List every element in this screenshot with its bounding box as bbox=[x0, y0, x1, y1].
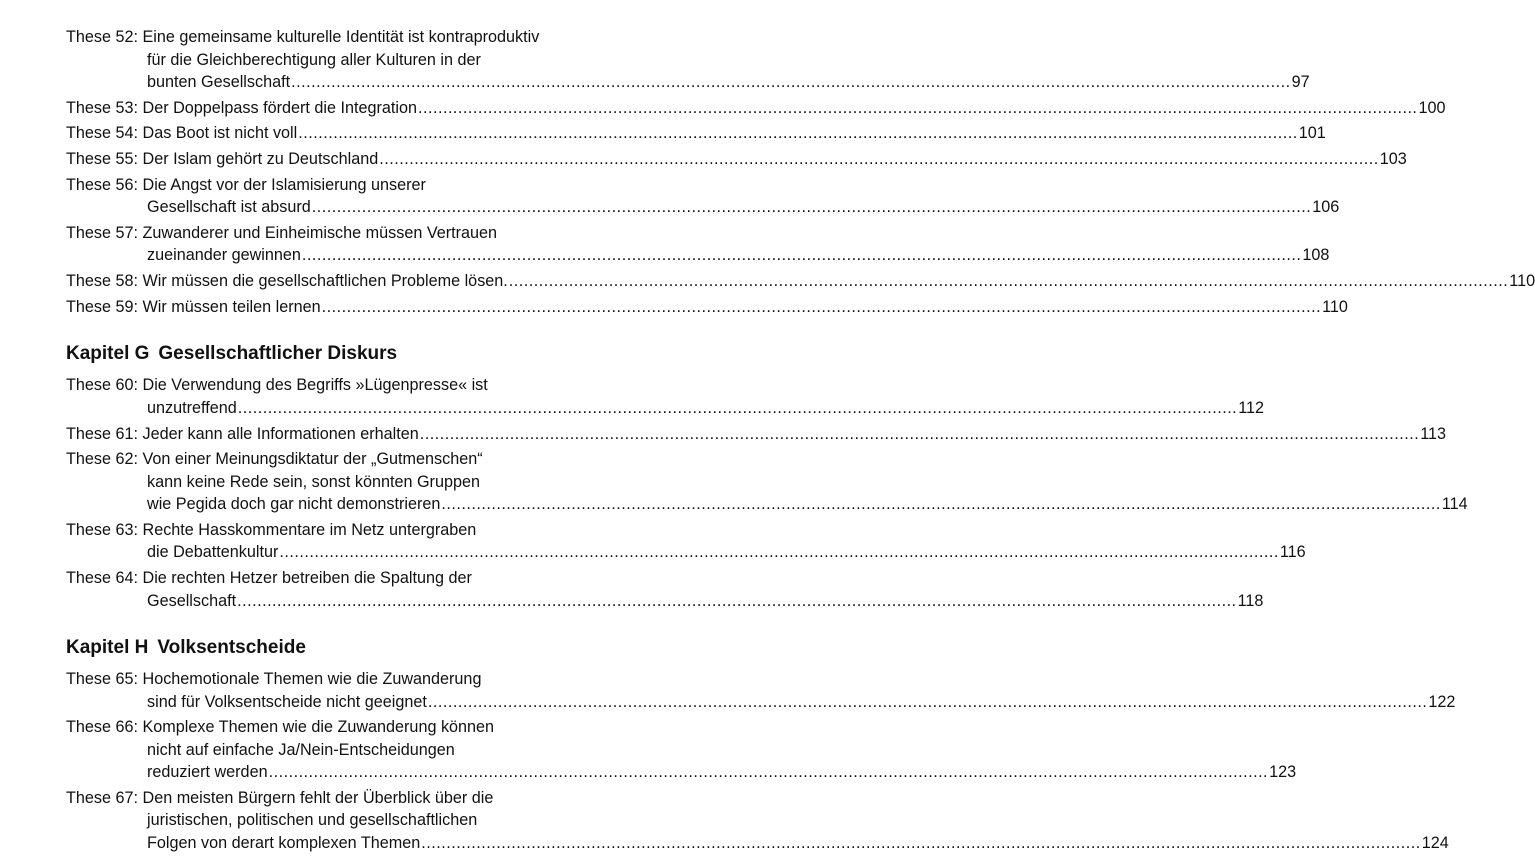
toc-entry bbox=[66, 174, 1340, 219]
toc-entry-line bbox=[66, 716, 559, 739]
toc-entry bbox=[66, 567, 1264, 612]
dot-leader: ........................................................................................................................................................................................................ bbox=[298, 124, 1298, 143]
page-number: 124 bbox=[1421, 833, 1449, 852]
dot-leader: ........................................................................................................................................................................................................ bbox=[441, 495, 1441, 514]
toc-entry-line bbox=[66, 493, 1468, 516]
thesis-title: Gesellschaft bbox=[147, 591, 237, 610]
toc-entry bbox=[66, 374, 1264, 419]
dot-leader: ........................................................................................................................................................................................................ bbox=[291, 73, 1291, 91]
toc-entry-line bbox=[66, 71, 1310, 94]
toc-entry-line bbox=[66, 148, 1407, 171]
thesis-title: sind für Volksentscheide nicht geeignet bbox=[147, 692, 427, 711]
thesis-title: wie Pegida doch gar nicht demonstrieren bbox=[147, 495, 441, 514]
thesis-title: Der Doppelpass fördert die Integration bbox=[142, 98, 417, 117]
toc-entry-line bbox=[66, 809, 559, 832]
thesis-title: die Debattenkultur bbox=[147, 543, 279, 562]
thesis-title: unzutreffend bbox=[147, 398, 237, 417]
thesis-title: Die Angst vor der Islamisierung unserer bbox=[142, 175, 426, 194]
toc-entry bbox=[66, 668, 1456, 713]
page-number: 108 bbox=[1302, 246, 1330, 265]
page-number: 112 bbox=[1238, 398, 1264, 417]
chapter-number: Kapitel H bbox=[66, 637, 149, 659]
thesis-label: These 53: bbox=[66, 98, 138, 117]
thesis-label: These 59: bbox=[66, 297, 138, 316]
toc-entry-line bbox=[66, 832, 1449, 855]
dot-leader: ........................................................................................................................................................................................................ bbox=[237, 398, 1238, 417]
thesis-label: These 54: bbox=[66, 124, 138, 143]
dot-leader: ........................................................................................................................................................................................................ bbox=[279, 543, 1279, 562]
dot-leader: ........................................................................................................................................................................................................ bbox=[301, 246, 1302, 265]
dot-leader: ........................................................................................................................................................................................................ bbox=[268, 763, 1269, 782]
thesis-label: These 66: bbox=[66, 718, 138, 737]
toc-entry-line bbox=[66, 196, 1340, 219]
thesis-title: Jeder kann alle Informationen erhalten bbox=[142, 424, 419, 443]
thesis-title: Gesellschaft ist absurd bbox=[147, 198, 311, 217]
page-number: 100 bbox=[1418, 98, 1446, 117]
toc-entry-line bbox=[66, 26, 559, 49]
chapter-title: Gesellschaftlicher Diskurs bbox=[158, 343, 398, 365]
thesis-label: These 64: bbox=[66, 569, 138, 588]
toc-entry-line bbox=[66, 270, 1535, 293]
dot-leader: ........................................................................................................................................................................................................ bbox=[417, 98, 1418, 117]
chapter-number: Kapitel G bbox=[66, 343, 150, 365]
toc-entry bbox=[66, 26, 1310, 94]
thesis-title: für die Gleichberechtigung aller Kulturen in der bbox=[147, 50, 481, 69]
chapter-heading bbox=[66, 636, 559, 660]
thesis-title: juristischen, politischen und gesellschaftlichen bbox=[147, 811, 478, 830]
toc-entry-line bbox=[66, 296, 1348, 319]
toc-entry-line bbox=[66, 590, 1264, 613]
dot-leader: ........................................................................................................................................................................................................ bbox=[311, 198, 1312, 217]
toc-entry-line bbox=[66, 567, 559, 590]
page-number: 114 bbox=[1441, 495, 1468, 514]
thesis-title: Wir müssen teilen lernen bbox=[142, 297, 321, 316]
thesis-title: kann keine Rede sein, sonst könnten Gruppen bbox=[147, 472, 480, 491]
dot-leader: ........................................................................................................................................................................................................ bbox=[379, 150, 1379, 169]
thesis-title: Eine gemeinsame kulturelle Identität ist kontraproduktiv bbox=[142, 28, 540, 46]
toc-entry bbox=[66, 448, 1468, 516]
thesis-title: Das Boot ist nicht voll bbox=[142, 124, 298, 143]
toc-entry-line bbox=[66, 541, 1306, 564]
thesis-title: zueinander gewinnen bbox=[147, 246, 301, 265]
thesis-title: Zuwanderer und Einheimische müssen Vertrauen bbox=[142, 223, 498, 242]
thesis-label: These 60: bbox=[66, 376, 138, 395]
thesis-label: These 57: bbox=[66, 223, 138, 242]
thesis-label: These 62: bbox=[66, 450, 138, 469]
toc-entry-line bbox=[66, 739, 559, 762]
thesis-title: Den meisten Bürgern fehlt der Überblick über die bbox=[142, 788, 494, 807]
toc-entry bbox=[66, 423, 1447, 446]
thesis-label: These 52: bbox=[66, 28, 138, 46]
thesis-title: Hochemotionale Themen wie die Zuwanderung bbox=[142, 670, 482, 689]
thesis-title: Komplexe Themen wie die Zuwanderung können bbox=[142, 718, 495, 737]
page-number: 106 bbox=[1312, 198, 1340, 217]
page-number: 110 bbox=[1509, 272, 1535, 291]
toc-entry bbox=[66, 716, 1297, 784]
dot-leader: ........................................................................................................................................................................................................ bbox=[427, 692, 1428, 711]
toc-entry-line bbox=[66, 448, 559, 471]
toc-entry bbox=[66, 148, 1407, 171]
thesis-title: Die rechten Hetzer betreiben die Spaltung der bbox=[142, 569, 472, 588]
thesis-title: Von einer Meinungsdiktatur der „Gutmenschen“ bbox=[142, 450, 483, 469]
page-number: 110 bbox=[1322, 297, 1348, 316]
toc-entry-line bbox=[66, 374, 559, 397]
toc-entry bbox=[66, 519, 1306, 564]
thesis-title: Die Verwendung des Begriffs »Lügenpresse« ist bbox=[142, 376, 488, 395]
toc-entry-line bbox=[66, 174, 559, 197]
thesis-title: bunten Gesellschaft bbox=[147, 73, 291, 91]
table-of-contents bbox=[66, 26, 1535, 858]
page-number: 118 bbox=[1237, 591, 1264, 610]
toc-entry bbox=[66, 222, 1330, 267]
toc-entry-line bbox=[66, 761, 1297, 784]
toc-entry-line bbox=[66, 668, 559, 691]
toc-entry bbox=[66, 97, 1446, 120]
thesis-label: These 61: bbox=[66, 424, 138, 443]
page-number: 101 bbox=[1298, 124, 1326, 143]
toc-entry bbox=[66, 296, 1348, 319]
page-number: 113 bbox=[1420, 424, 1447, 443]
thesis-label: These 65: bbox=[66, 670, 138, 689]
dot-leader: ........................................................................................................................................................................................................ bbox=[321, 297, 1322, 316]
toc-entry-line bbox=[66, 519, 559, 542]
toc-entry-line bbox=[66, 222, 559, 245]
dot-leader: ........................................................................................................................................................................................................ bbox=[508, 272, 1509, 291]
toc-entry bbox=[66, 270, 1535, 293]
dot-leader: ........................................................................................................................................................................................................ bbox=[237, 591, 1237, 610]
thesis-title: reduziert werden bbox=[147, 763, 268, 782]
page-number: 122 bbox=[1428, 692, 1456, 711]
toc-entry-line bbox=[66, 49, 559, 72]
page-number: 103 bbox=[1379, 150, 1407, 169]
toc-entry-line bbox=[66, 244, 1330, 267]
thesis-title: Wir müssen die gesellschaftlichen Probleme lösen. bbox=[142, 272, 508, 291]
dot-leader: ........................................................................................................................................................................................................ bbox=[419, 424, 1420, 443]
toc-entry-line bbox=[66, 787, 559, 810]
dot-leader: ........................................................................................................................................................................................................ bbox=[421, 833, 1421, 852]
toc-entry bbox=[66, 122, 1326, 145]
thesis-label: These 56: bbox=[66, 175, 138, 194]
toc-entry-line bbox=[66, 397, 1264, 420]
toc-entry-line bbox=[66, 122, 1326, 145]
thesis-label: These 63: bbox=[66, 520, 138, 539]
chapter-heading bbox=[66, 342, 559, 366]
toc-entry-line bbox=[66, 691, 1456, 714]
page-number: 123 bbox=[1269, 763, 1297, 782]
toc-entry-line bbox=[66, 423, 1447, 446]
thesis-label: These 67: bbox=[66, 788, 138, 807]
page-number: 116 bbox=[1279, 543, 1306, 562]
toc-entry-line bbox=[66, 471, 559, 494]
page-number: 97 bbox=[1291, 73, 1310, 91]
chapter-title: Volksentscheide bbox=[157, 637, 306, 659]
thesis-title: nicht auf einfache Ja/Nein-Entscheidungen bbox=[147, 740, 455, 759]
toc-entry-line bbox=[66, 97, 1446, 120]
thesis-label: These 58: bbox=[66, 272, 138, 291]
thesis-label: These 55: bbox=[66, 150, 138, 169]
thesis-title: Rechte Hasskommentare im Netz untergraben bbox=[142, 520, 477, 539]
toc-entry bbox=[66, 787, 1449, 855]
thesis-title: Folgen von derart komplexen Themen bbox=[147, 833, 421, 852]
thesis-title: Der Islam gehört zu Deutschland bbox=[142, 150, 379, 169]
